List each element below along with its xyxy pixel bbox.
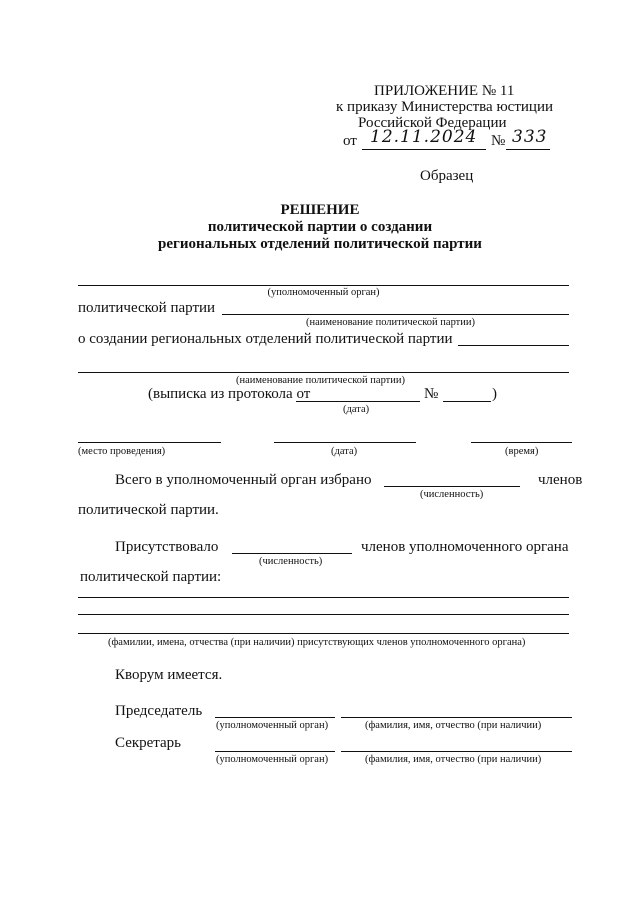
secretary-name-line xyxy=(341,751,572,752)
quorum-text: Кворум имеется. xyxy=(115,667,223,683)
authorized-body-caption: (уполномоченный орган) xyxy=(267,287,380,298)
secretary-name-caption: (фамилия, имя, отчество (при наличии) xyxy=(365,754,542,765)
meeting-date-line xyxy=(274,442,416,443)
title-line-2: региональных отделений политической партии xyxy=(158,236,482,252)
time-line xyxy=(471,442,572,443)
chairman-name-line xyxy=(341,717,572,718)
elected-text: Всего в уполномоченный орган избрано xyxy=(115,472,372,488)
party-colon: политической партии: xyxy=(80,569,222,585)
federation-name: Российской Федерации xyxy=(358,115,507,131)
members-word: членов xyxy=(538,472,583,488)
extract-date-line xyxy=(296,401,420,402)
names-caption: (фамилии, имена, отчества (при наличии) присутствующих членов уполномоченного органа) xyxy=(108,637,526,648)
order-reference: к приказу Министерства юстиции xyxy=(336,99,553,115)
handwritten-number: 333 xyxy=(512,127,548,147)
place-line xyxy=(78,442,221,443)
extract-date-caption: (дата) xyxy=(343,404,370,415)
extract-close: ) xyxy=(492,386,497,402)
handwritten-date: 12.11.2024 xyxy=(370,127,478,147)
present-text: Присутствовало xyxy=(115,539,219,555)
number-label: № xyxy=(491,133,506,149)
chairman-body-line xyxy=(215,717,335,718)
party-label: политической партии xyxy=(78,300,216,316)
document-title: РЕШЕНИЕ xyxy=(280,202,360,218)
chairman-label: Председатель xyxy=(115,703,203,719)
secretary-body-caption: (уполномоченный орган) xyxy=(216,754,329,765)
date-underline xyxy=(362,149,486,150)
time-caption: (время) xyxy=(505,446,539,457)
place-caption: (место проведения) xyxy=(78,446,166,457)
appendix-number: ПРИЛОЖЕНИЕ № 11 xyxy=(374,83,515,99)
party-name-caption-2: (наименование политической партии) xyxy=(236,375,406,386)
creation-text: о создании региональных отделений политической партии xyxy=(78,331,453,347)
extract-number-label: № xyxy=(424,386,439,402)
authorized-body-line xyxy=(78,285,569,286)
meeting-date-caption: (дата) xyxy=(331,446,358,457)
extract-number-line xyxy=(443,401,491,402)
creation-line xyxy=(458,345,569,346)
present-count-line xyxy=(232,553,352,554)
elected-count-caption: (численность) xyxy=(420,489,484,500)
names-line-3 xyxy=(78,633,569,634)
number-underline xyxy=(506,149,550,150)
party-name-line xyxy=(222,314,569,315)
party-name-caption: (наименование политической партии) xyxy=(306,317,476,328)
secretary-label: Секретарь xyxy=(115,735,182,751)
chairman-name-caption: (фамилия, имя, отчество (при наличии) xyxy=(365,720,542,731)
names-line-1 xyxy=(78,597,569,598)
sample-label: Образец xyxy=(420,168,474,184)
chairman-body-caption: (уполномоченный орган) xyxy=(216,720,329,731)
party-period: политической партии. xyxy=(78,502,219,518)
title-line-1: политической партии о создании xyxy=(207,219,433,235)
extract-text: (выписка из протокола от xyxy=(148,386,311,402)
from-label: от xyxy=(343,133,357,149)
elected-count-line xyxy=(384,486,520,487)
present-members-text: членов уполномоченного органа xyxy=(361,539,569,555)
names-line-2 xyxy=(78,614,569,615)
secretary-body-line xyxy=(215,751,335,752)
present-count-caption: (численность) xyxy=(259,556,323,567)
party-name-line-2 xyxy=(78,372,569,373)
